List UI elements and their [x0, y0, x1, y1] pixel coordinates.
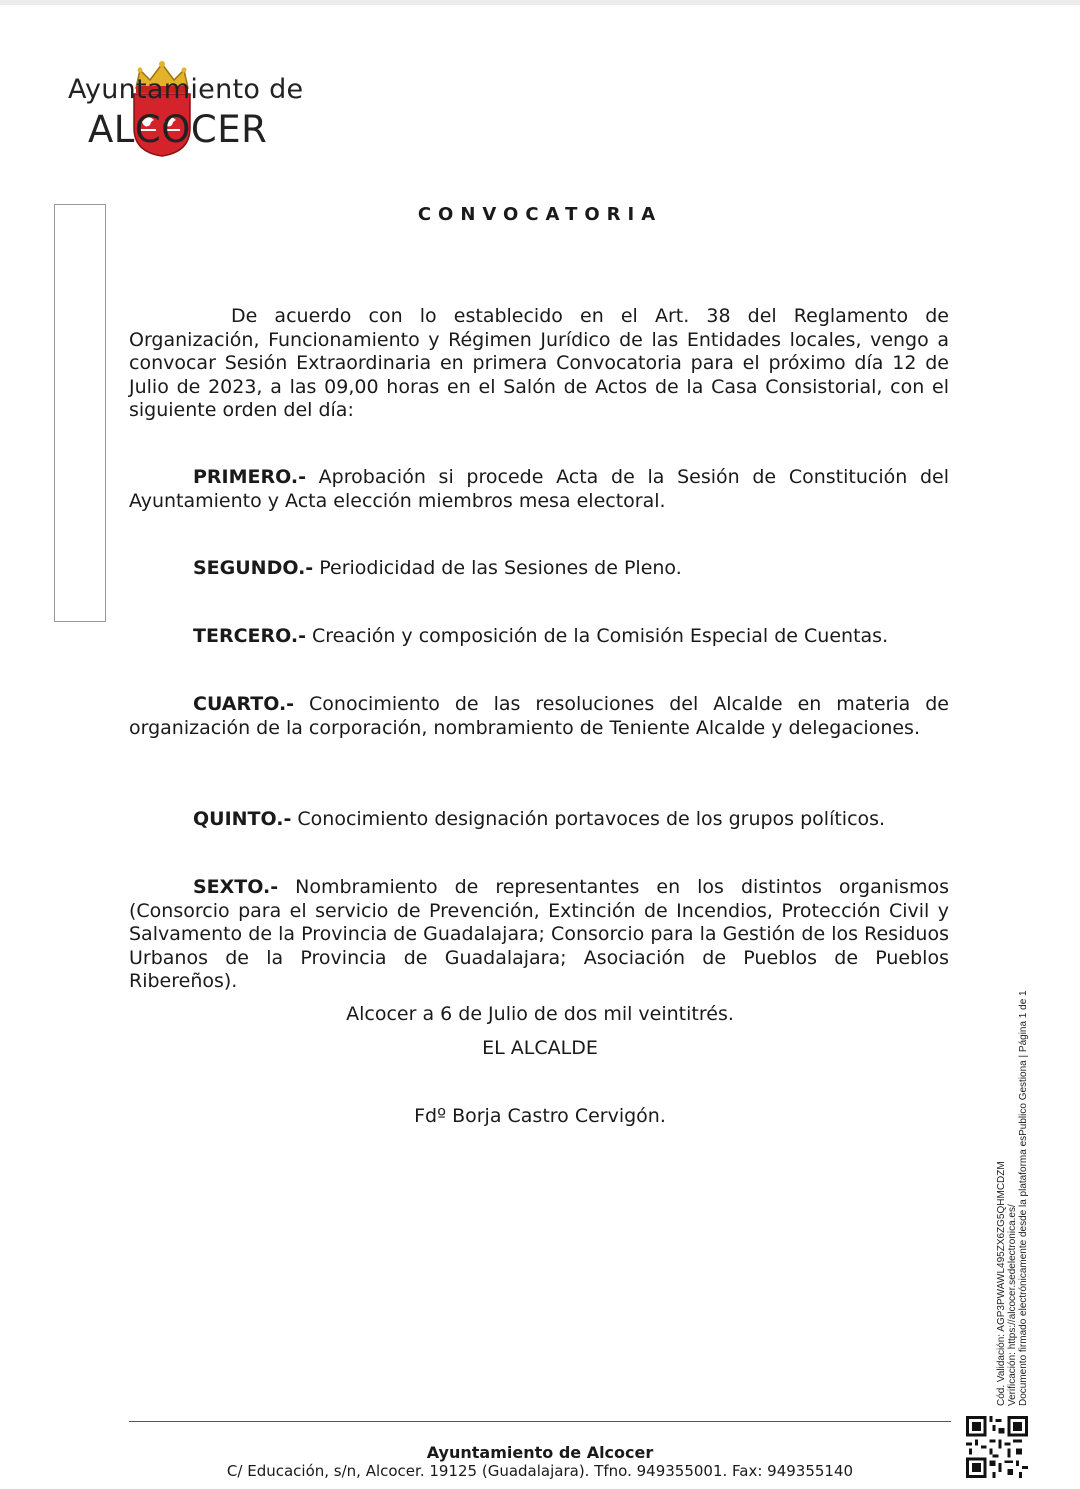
logo-text-line1: Ayuntamiento de [68, 74, 304, 105]
signatory-role: EL ALCALDE [482, 1037, 598, 1059]
agenda-item-label: PRIMERO.- [193, 466, 306, 488]
footer-divider [129, 1421, 951, 1422]
agenda-item-text: Conocimiento designación portavoces de los grupos políticos. [291, 808, 886, 830]
registry-stamp-box [54, 204, 106, 622]
agenda-item-label: SEXTO.- [193, 876, 279, 898]
agenda-item-label: CUARTO.- [193, 693, 295, 715]
agenda-item-text: Nombramiento de representantes en los distintos organismos (Consorcio para el servicio de Prevención, Extinción de Incendios, Protección Civil y Salvamento de la Provincia de Guadalajara; Consorcio para la Gestión de los Residuos Urbanos de la Provincia de Guadalajara; Asociación de Pueblos de Pueblos Ribereños). [129, 876, 949, 992]
footer-address: C/ Educación, s/n, Alcocer. 19125 (Guadalajara). Tfno. 949355001. Fax: 949355140 [226, 1462, 854, 1480]
agenda-item [129, 808, 949, 832]
verification-url: Verificación: https://alcocer.sedelectronica.es/ [1007, 1204, 1018, 1406]
intro-paragraph: De acuerdo con lo establecido en el Art. 38 del Reglamento de Organización, Funcionamiento y Régimen Jurídico de las Entidades locales, vengo a convocar Sesión Extraordinaria en primera Convocatoria para el próximo día 12 de Julio de 2023, a las 09,00 horas en el Salón de Actos de la Casa Consistorial, con el siguiente orden del día: [129, 305, 949, 421]
agenda-item-text: Conocimiento de las resoluciones del Alcalde en materia de organización de la corporación, nombramiento de Teniente Alcalde y delegaciones. [129, 693, 949, 739]
signature-notice: Documento firmado electrónicamente desde la plataforma esPublico Gestiona | Página 1 de 1 [1018, 990, 1029, 1406]
place-date: Alcocer a 6 de Julio de dos mil veintitrés. [346, 1003, 734, 1025]
signature-line: Fdº Borja Castro Cervigón. [414, 1105, 666, 1127]
agenda-item [129, 693, 949, 740]
agenda-item-label: SEGUNDO.- [193, 557, 314, 579]
validation-text [996, 990, 1029, 1406]
logo-text-line2: ALCOCER [88, 108, 268, 151]
agenda-item [129, 625, 949, 649]
agenda-item [129, 876, 949, 994]
agenda-item [129, 557, 949, 581]
top-edge [0, 0, 1080, 5]
footer-organization: Ayuntamiento de Alcocer [426, 1443, 654, 1462]
agenda-item-text: Creación y composición de la Comisión Especial de Cuentas. [305, 625, 889, 647]
document-title: CONVOCATORIA [417, 204, 663, 225]
agenda-item-label: TERCERO.- [193, 625, 306, 647]
agenda-item-label: QUINTO.- [193, 808, 292, 830]
agenda-item-text: Aprobación si procede Acta de la Sesión de Constitución del Ayuntamiento y Acta elección miembros mesa electoral. [129, 466, 949, 512]
agenda-item-text: Periodicidad de las Sesiones de Pleno. [313, 557, 682, 579]
validation-code: Cód. Validación: AGP3PWAWL495ZX6ZG5QHMCDZM [996, 1161, 1007, 1406]
agenda-item [129, 466, 949, 513]
